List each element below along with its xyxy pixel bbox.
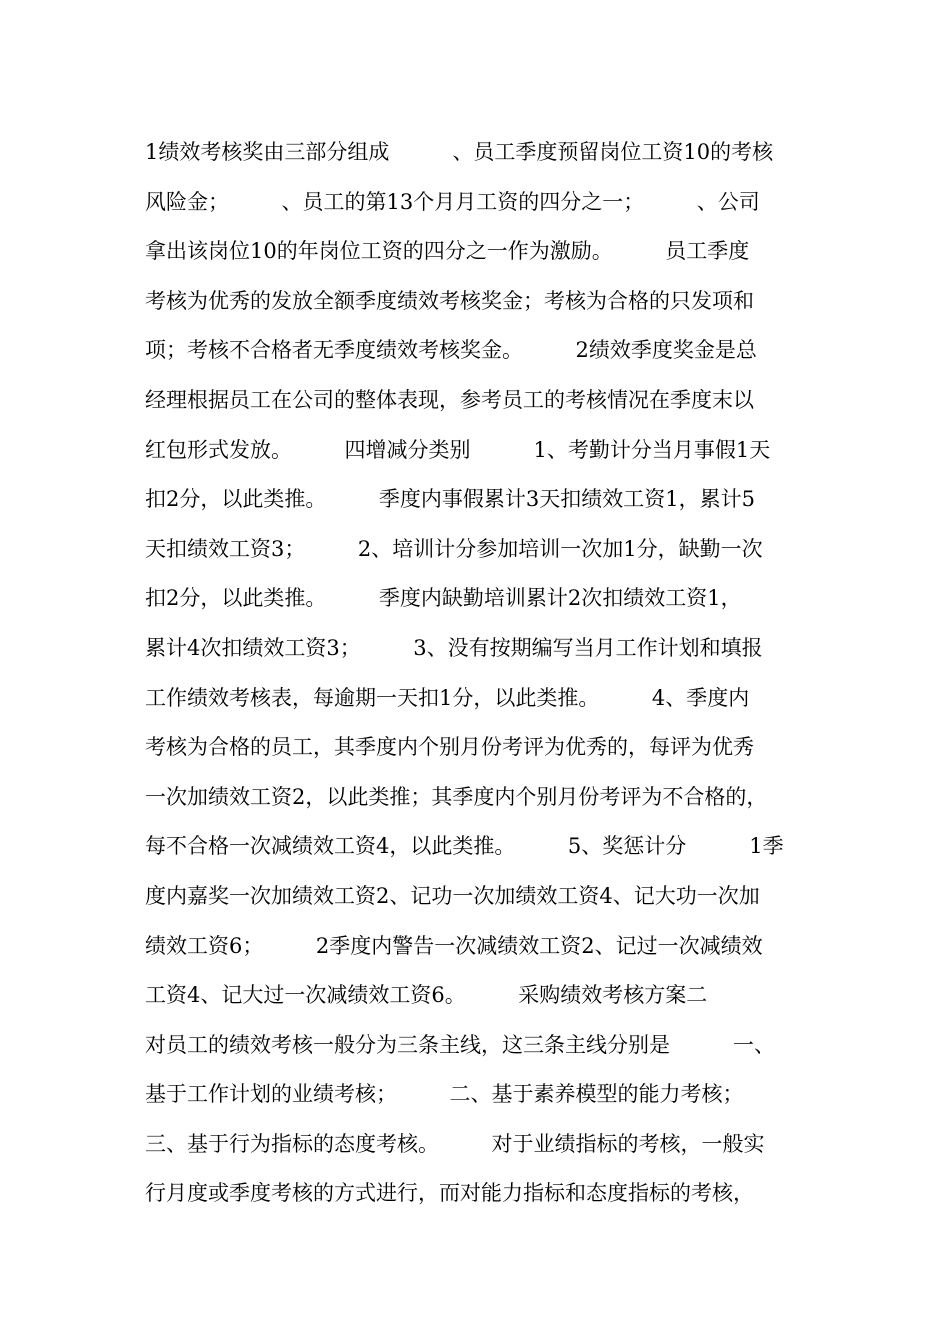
text-line: 扣2分，以此类推。 季度内事假累计3天扣绩效工资1，累计5 bbox=[145, 487, 755, 512]
text-line: 基于工作计划的业绩考核； 二、基于素养模型的能力考核； bbox=[145, 1082, 744, 1107]
text-line: 经理根据员工在公司的整体表现，参考员工的考核情况在季度末以 bbox=[145, 387, 754, 412]
text-line: 绩效工资6； 2季度内警告一次减绩效工资2、记过一次减绩效 bbox=[145, 933, 763, 958]
text-line: 一次加绩效工资2，以此类推；其季度内个别月份考评为不合格的， bbox=[145, 784, 768, 809]
text-line: 每不合格一次减绩效工资4，以此类推。 5、奖惩计分 1季 bbox=[145, 834, 784, 859]
text-line: 对员工的绩效考核一般分为三条主线，这三条主线分别是 一、 bbox=[145, 1032, 775, 1057]
text-line: 考核为优秀的发放全额季度绩效考核奖金；考核为合格的只发项和 bbox=[145, 288, 754, 313]
text-line: 行月度或季度考核的方式进行，而对能力指标和态度指标的考核， bbox=[145, 1181, 754, 1206]
text-line: 红包形式发放。 四增减分类别 1、考勤计分当月事假1天 bbox=[145, 437, 771, 462]
text-line: 考核为合格的员工，其季度内个别月份考评为优秀的，每评为优秀 bbox=[145, 735, 754, 760]
text-line: 累计4次扣绩效工资3； 3、没有按期编写当月工作计划和填报 bbox=[145, 635, 763, 660]
text-line: 工资4、记大过一次减绩效工资6。 采购绩效考核方案二 bbox=[145, 983, 708, 1008]
text-line: 天扣绩效工资3； 2、培训计分参加培训一次加1分，缺勤一次 bbox=[145, 536, 763, 561]
text-line: 拿出该岗位10的年岗位工资的四分之一作为激励。 员工季度 bbox=[145, 239, 750, 264]
text-line: 扣2分，以此类推。 季度内缺勤培训累计2次扣绩效工资1， bbox=[145, 586, 742, 611]
text-line: 工作绩效考核表，每逾期一天扣1分，以此类推。 4、季度内 bbox=[145, 685, 750, 710]
text-line: 度内嘉奖一次加绩效工资2、记功一次加绩效工资4、记大功一次加 bbox=[145, 883, 760, 908]
text-line: 三、基于行为指标的态度考核。 对于业绩指标的考核，一般实 bbox=[145, 1131, 765, 1156]
text-line: 风险金； 、员工的第13个月月工资的四分之一； 、公司 bbox=[145, 189, 760, 214]
text-line: 1绩效考核奖由三部分组成 、员工季度预留岗位工资10的考核 bbox=[145, 140, 774, 164]
body-text bbox=[145, 128, 815, 1219]
text-line: 项；考核不合格者无季度绩效考核奖金。 2绩效季度奖金是总 bbox=[145, 338, 757, 363]
